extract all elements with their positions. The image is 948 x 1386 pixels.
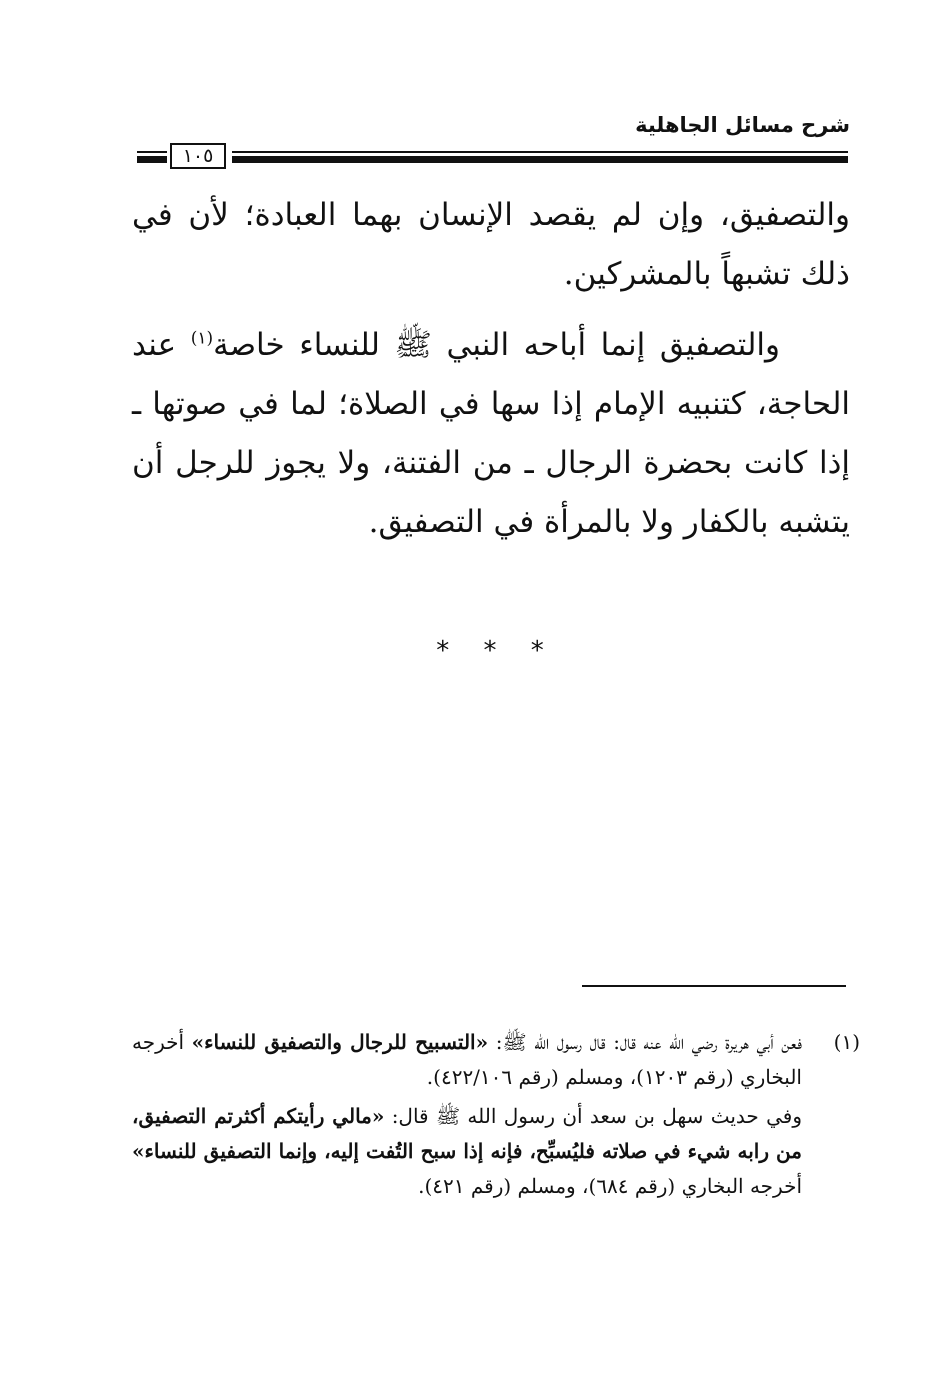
footnote-reference[interactable]: (١) — [190, 328, 214, 349]
footnote-paragraph-2 — [132, 1099, 802, 1204]
footnote-number: (١) — [833, 1030, 860, 1054]
footnote-1-intro: فعن أبي هريرة رضي الله عنه قال: قال رسول الله ﷺ: — [488, 1030, 802, 1054]
footnote-1-source: أخرجه البخاري (رقم ١٢٠٣)، ومسلم (رقم ٤٢٢/١٠٦). — [132, 1030, 802, 1089]
header-rule-left-thick — [137, 156, 167, 163]
paragraph-2-start: والتصفيق إنما أباحه النبي ﷺ للنساء خاصة — [213, 327, 781, 363]
page-number: ١٠٥ — [170, 143, 226, 169]
footnote-rule — [582, 985, 846, 987]
paragraph-2 — [132, 316, 850, 552]
footnotes — [132, 1025, 860, 1204]
footnote-1 — [132, 1025, 860, 1204]
header-rule-thin — [232, 151, 848, 153]
footnote-1-quote: «التسبيح للرجال والتصفيق للنساء» — [191, 1030, 489, 1054]
footnote-2-quote: «مالي رأيتكم أكثرتم التصفيق، من رابه شيء في صلاته فليُسبِّح، فإنه إذا سبح التُفت إليه، وإنما التصفيق للنساء» — [132, 1104, 802, 1163]
footnote-2-intro: وفي حديث سهل بن سعد أن رسول الله ﷺ قال: — [384, 1104, 802, 1128]
main-text — [132, 186, 850, 552]
paragraph-1: والتصفيق، وإن لم يقصد الإنسان بهما العبادة؛ لأن في ذلك تشبهاً بالمشركين. — [132, 197, 850, 292]
footnote-2-source: أخرجه البخاري (رقم ٦٨٤)، ومسلم (رقم ٤٢١). — [418, 1174, 802, 1198]
header-rule-left-thin — [137, 151, 167, 153]
section-separator: * * * — [436, 636, 544, 666]
paragraph-2-rest: عند الحاجة، كتنبيه الإمام إذا سها في الصلاة؛ لما في صوتها ـ إذا كانت بحضرة الرجال ـ من الفتنة، ولا يجوز للرجل أن يتشبه بالكفار ولا بالمرأة في التصفيق. — [132, 327, 850, 540]
header-rule-thick — [232, 156, 848, 163]
running-header-title: شرح مسائل الجاهلية — [635, 113, 850, 137]
footnote-paragraph-1 — [132, 1025, 802, 1095]
